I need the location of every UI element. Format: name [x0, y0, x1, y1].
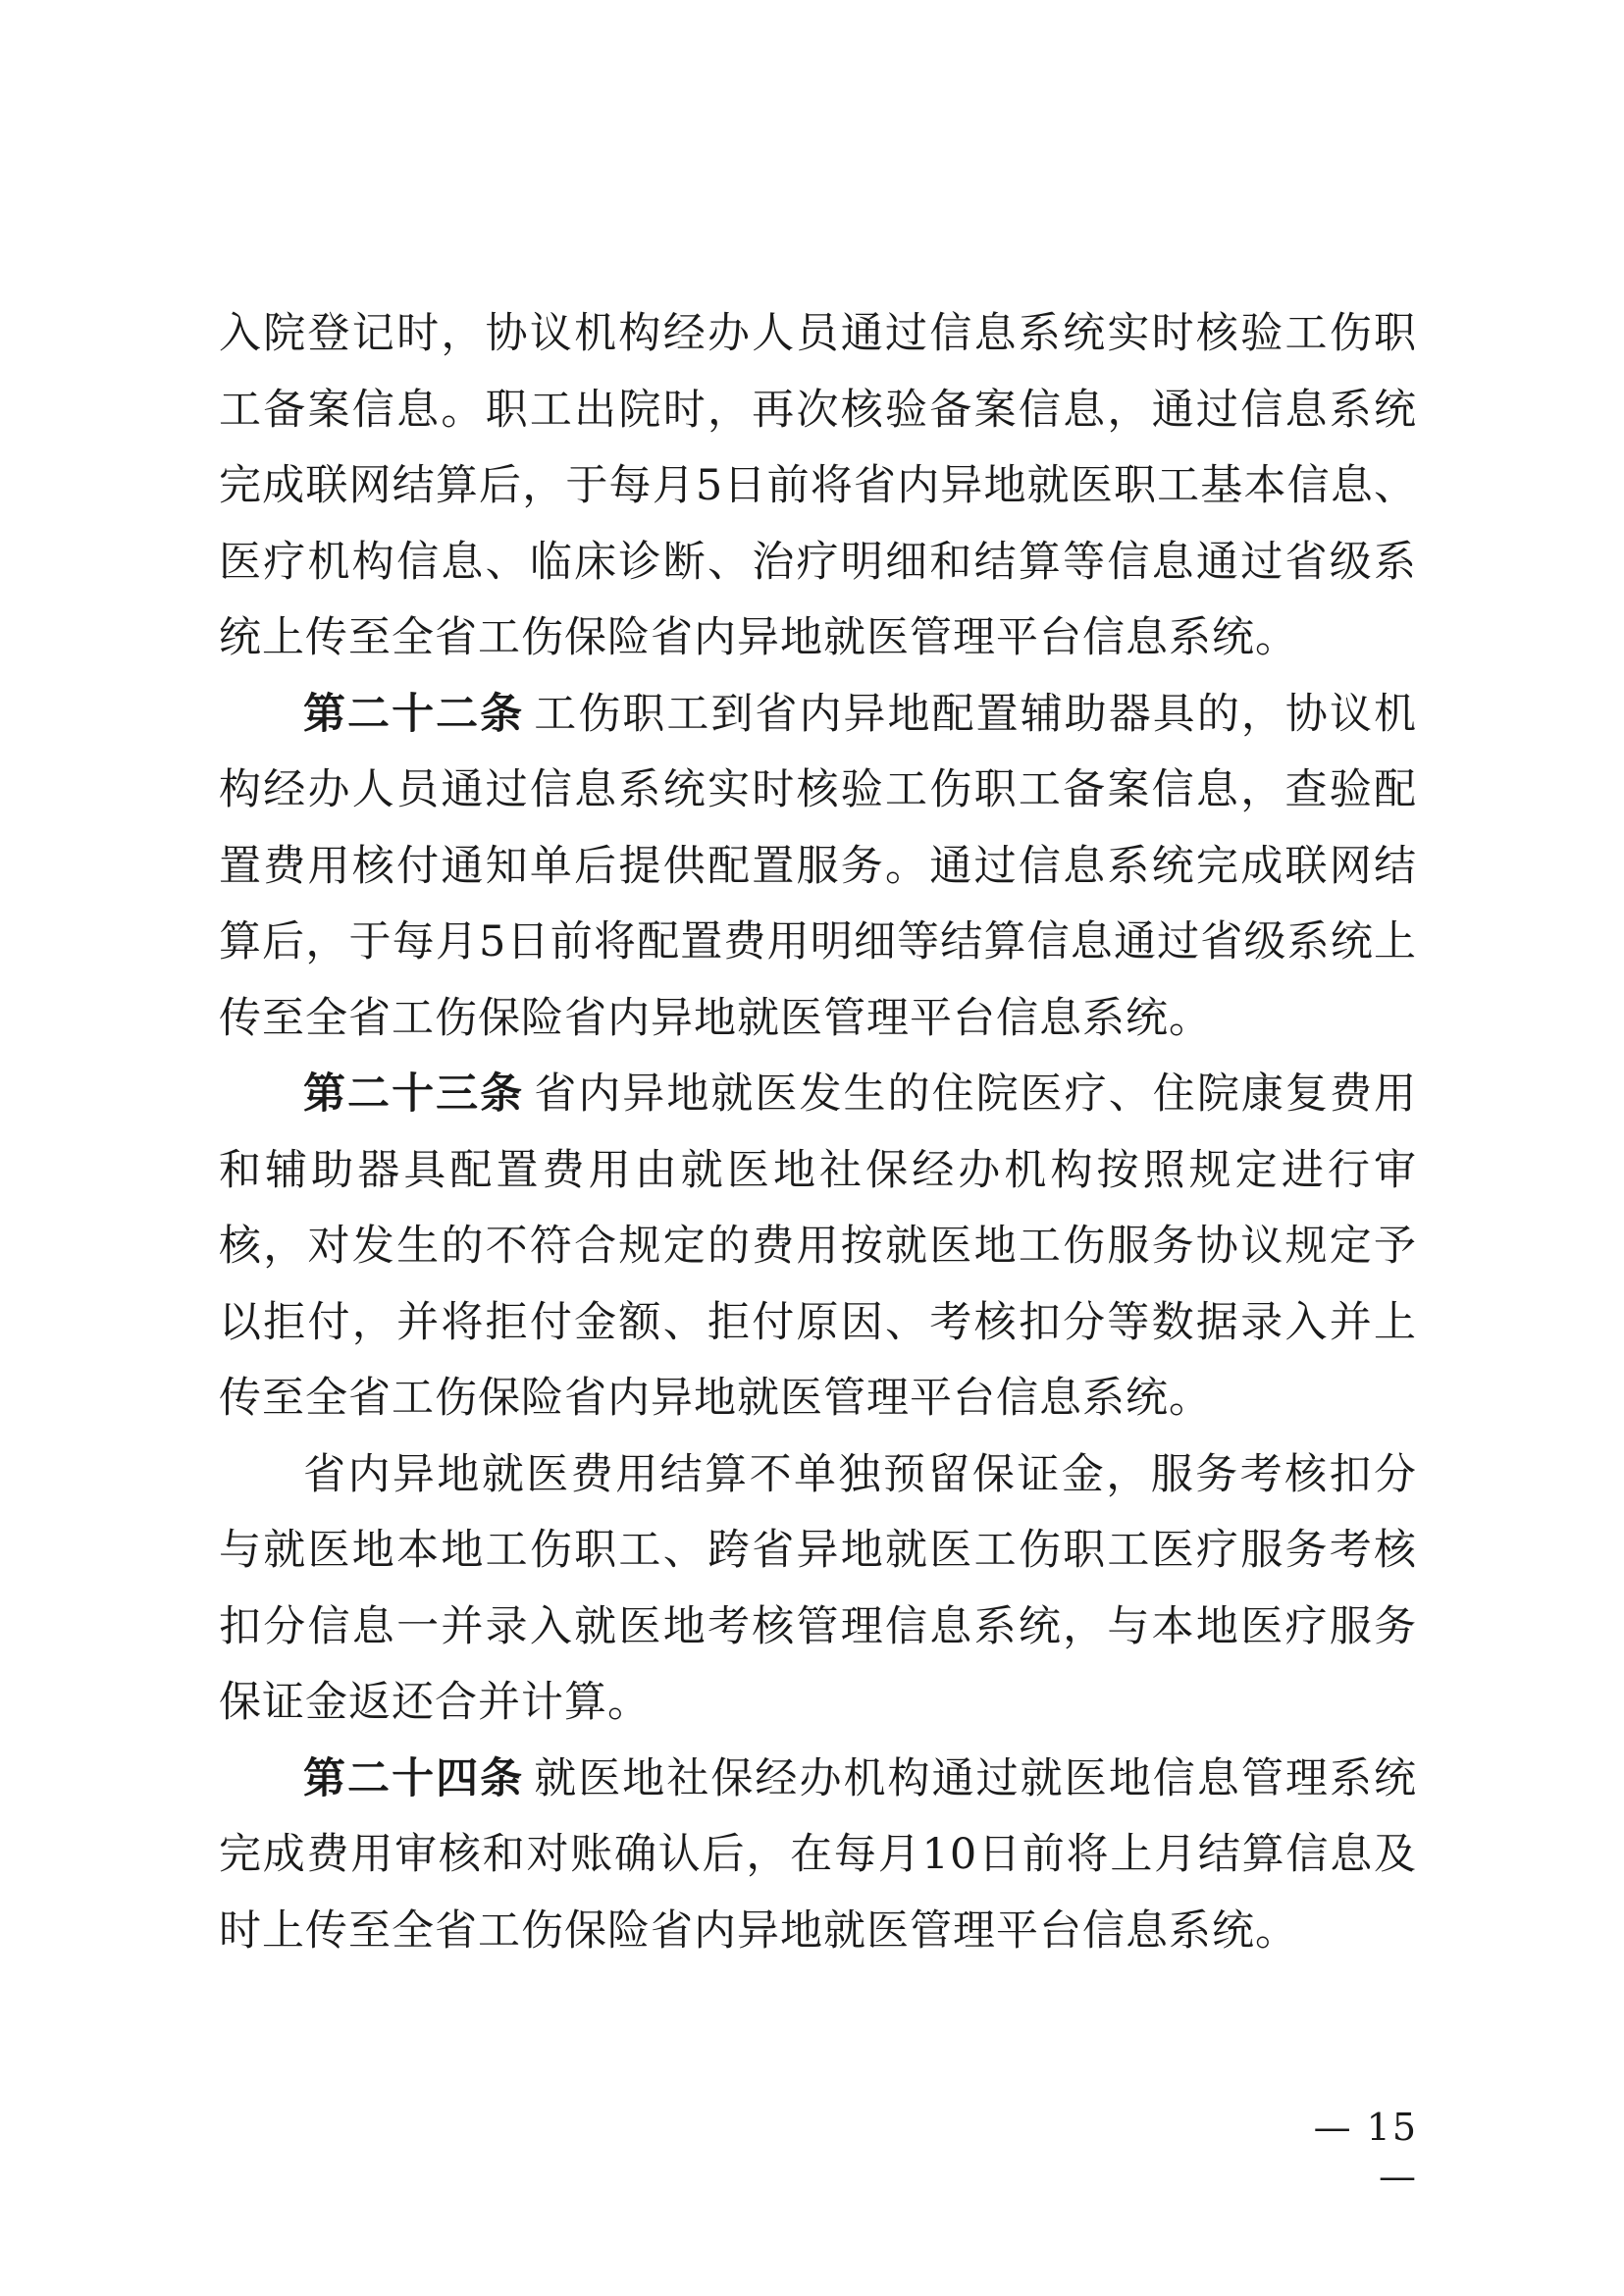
paragraph-continuation: [219, 296, 1417, 677]
paragraph-text: 省内异地就医费用结算不单独预留保证金，服务考核扣分与就医地本地工伤职工、跨省异地就医工伤职工医疗服务考核扣分信息一并录入就医地考核管理信息系统，与本地医疗服务保证金返还合并计算。: [219, 1449, 1417, 1727]
article-23-subparagraph: [219, 1437, 1417, 1742]
paragraph-text: 省内异地就医发生的住院医疗、住院康复费用和辅助器具配置费用由就医地社保经办机构按照规定进行审核，对发生的不符合规定的费用按就医地工伤服务协议规定予以拒付，并将拒付金额、拒付原因、考核扣分等数据录入并上传至全省工伤保险省内异地就医管理平台信息系统。: [219, 1070, 1418, 1423]
article-24-paragraph: [219, 1742, 1417, 1970]
article-number: 第二十二条: [303, 689, 525, 739]
document-body: [219, 296, 1417, 1969]
paragraph-text: 入院登记时，协议机构经办人员通过信息系统实时核验工伤职工备案信息。职工出院时，再次核验备案信息，通过信息系统完成联网结算后，于每月5日前将省内异地就医职工基本信息、医疗机构信息、临床诊断、治疗明细和结算等信息通过省级系统上传至全省工伤保险省内异地就医管理平台信息系统。: [219, 309, 1417, 662]
article-22-paragraph: [219, 677, 1417, 1058]
paragraph-text: 就医地社保经办机构通过就医地信息管理系统完成费用审核和对账确认后，在每月10日前将上月结算信息及时上传至全省工伤保险省内异地就医管理平台信息系统。: [219, 1753, 1418, 1956]
page-number: — 15 —: [1313, 2106, 1418, 2198]
article-23-paragraph: [219, 1057, 1417, 1437]
article-number: 第二十四条: [303, 1753, 525, 1803]
article-number: 第二十三条: [303, 1070, 525, 1119]
paragraph-text: 工伤职工到省内异地配置辅助器具的，协议机构经办人员通过信息系统实时核验工伤职工备案信息，查验配置费用核付通知单后提供配置服务。通过信息系统完成联网结算后，于每月5日前将配置费用明细等结算信息通过省级系统上传至全省工伤保险省内异地就医管理平台信息系统。: [219, 689, 1418, 1043]
